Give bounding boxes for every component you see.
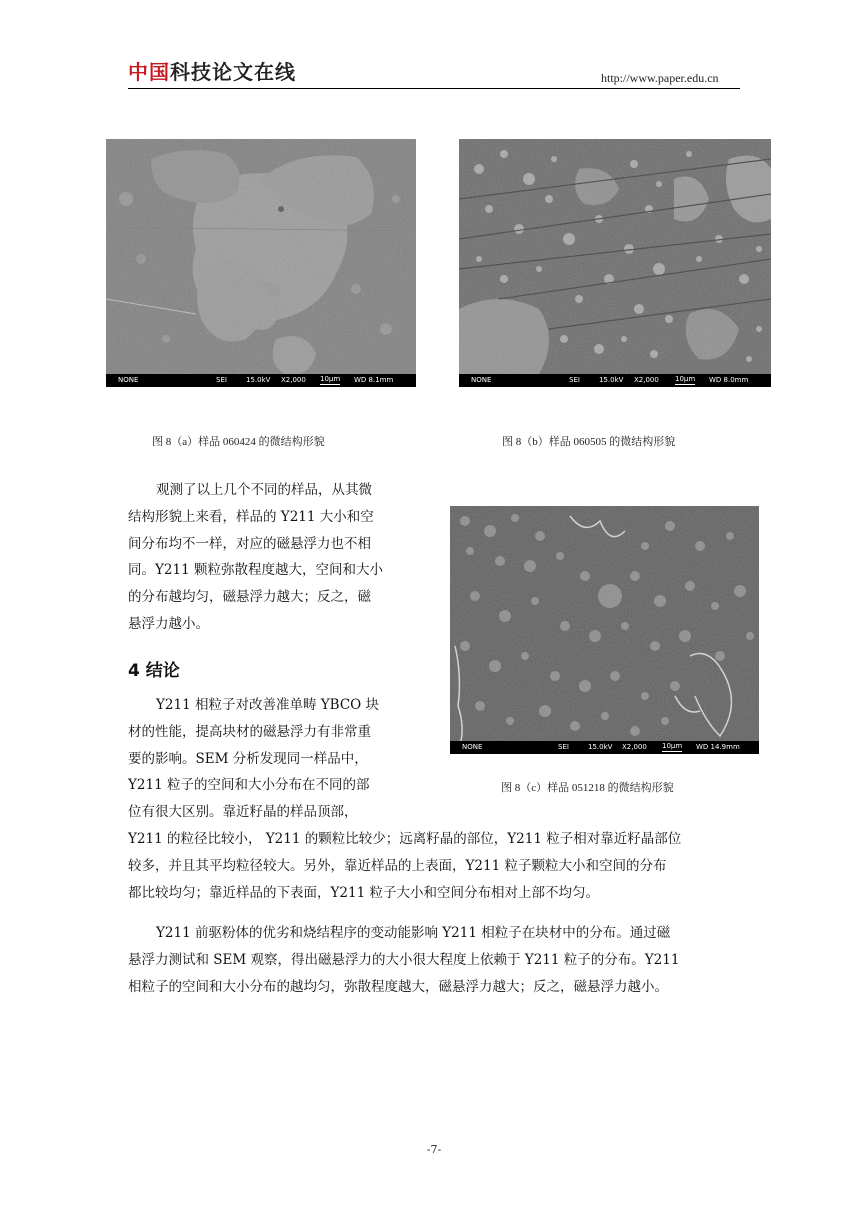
paragraph-conclusion-1 <box>128 692 740 906</box>
text-line: 较多，并且其平均粒径较大。另外，靠近样品的上表面，Y211 粒子颗粒大小和空间的分布 <box>128 857 667 874</box>
text-line: 同。Y211 颗粒弥散程度越大，空间和大小 <box>128 562 383 579</box>
sem-scale-bar: 10μm <box>662 742 683 750</box>
sem-label-kv: 15.0kV <box>588 743 613 751</box>
paragraph-conclusion-2 <box>128 920 740 1000</box>
paragraph-observation <box>128 477 408 638</box>
figure-8b <box>459 139 771 387</box>
text-line: 悬浮力越小。 <box>128 615 209 632</box>
text-line: Y211 前驱粉体的优劣和烧结程序的变动能影响 Y211 相粒子在块材中的分布。通过磁 <box>156 925 671 941</box>
logo-black-text: 科技论文在线 <box>170 60 296 84</box>
logo-red-text: 中国 <box>128 60 170 84</box>
sem-label-magnification: X2,000 <box>634 376 659 384</box>
header-rule <box>128 88 740 89</box>
section-title-conclusion: 4 结论 <box>128 661 180 681</box>
sem-label-kv: 15.0kV <box>599 376 624 384</box>
text-line: 要的影响。SEM 分析发现同一样品中， <box>128 750 368 767</box>
text-line: 材的性能，提高块材的磁悬浮力有非常重 <box>128 723 371 740</box>
header-url[interactable]: http://www.paper.edu.cn <box>601 71 719 85</box>
sem-image-8a <box>106 139 416 387</box>
figure-8c-caption: 图 8（c）样品 051218 的微结构形貌 <box>501 782 674 794</box>
text-line: Y211 粒子的空间和大小分布在不同的部 <box>128 777 370 794</box>
figure-8a <box>106 139 416 387</box>
sem-info-bar-8b <box>459 374 771 387</box>
text-line: Y211 相粒子对改善准单畴 YBCO 块 <box>156 697 380 713</box>
journal-logo <box>128 60 296 84</box>
text-line: 都比较均匀；靠近样品的下表面，Y211 粒子大小和空间分布相对上部不均匀。 <box>128 884 599 901</box>
text-line: 间分布均不一样，对应的磁悬浮力也不相 <box>128 535 371 552</box>
sem-label-mode: SEI <box>558 743 569 751</box>
sem-label-signal: NONE <box>118 376 139 384</box>
figure-8b-caption: 图 8（b）样品 060505 的微结构形貌 <box>502 436 676 448</box>
page-number: -7- <box>426 1143 442 1156</box>
sem-label-magnification: X2,000 <box>281 376 306 384</box>
figure-8a-caption: 图 8（a）样品 060424 的微结构形貌 <box>152 436 325 448</box>
sem-scale-bar: 10μm <box>320 375 341 383</box>
sem-label-mode: SEI <box>569 376 580 384</box>
sem-label-wd: WD 8.1mm <box>354 376 394 384</box>
sem-label-signal: NONE <box>462 743 483 751</box>
sem-scale-bar: 10μm <box>675 375 696 383</box>
text-line: 观测了以上几个不同的样品，从其微 <box>156 482 372 498</box>
text-line: 结构形貌上来看，样品的 Y211 大小和空 <box>128 508 374 525</box>
text-line: 位有很大区别。靠近籽晶的样品顶部， <box>128 804 358 821</box>
sem-info-bar-8a <box>106 374 416 387</box>
sem-label-magnification: X2,000 <box>622 743 647 751</box>
text-line: 悬浮力测试和 SEM 观察，得出磁悬浮力的大小很大程度上依赖于 Y211 粒子的分布。Y211 <box>128 951 680 968</box>
text-line: 的分布越均匀，磁悬浮力越大；反之，磁 <box>128 589 371 606</box>
sem-label-kv: 15.0kV <box>246 376 271 384</box>
sem-label-wd: WD 14.9mm <box>696 743 740 751</box>
sem-label-signal: NONE <box>471 376 492 384</box>
text-line: Y211 的粒径比较小， Y211 的颗粒比较少；远离籽晶的部位，Y211 粒子相对靠近籽晶部位 <box>128 830 682 847</box>
sem-image-8b <box>459 139 771 387</box>
sem-label-mode: SEI <box>216 376 227 384</box>
sem-label-wd: WD 8.0mm <box>709 376 749 384</box>
text-line: 相粒子的空间和大小分布的越均匀，弥散程度越大，磁悬浮力越大；反之，磁悬浮力越小。 <box>128 978 668 995</box>
